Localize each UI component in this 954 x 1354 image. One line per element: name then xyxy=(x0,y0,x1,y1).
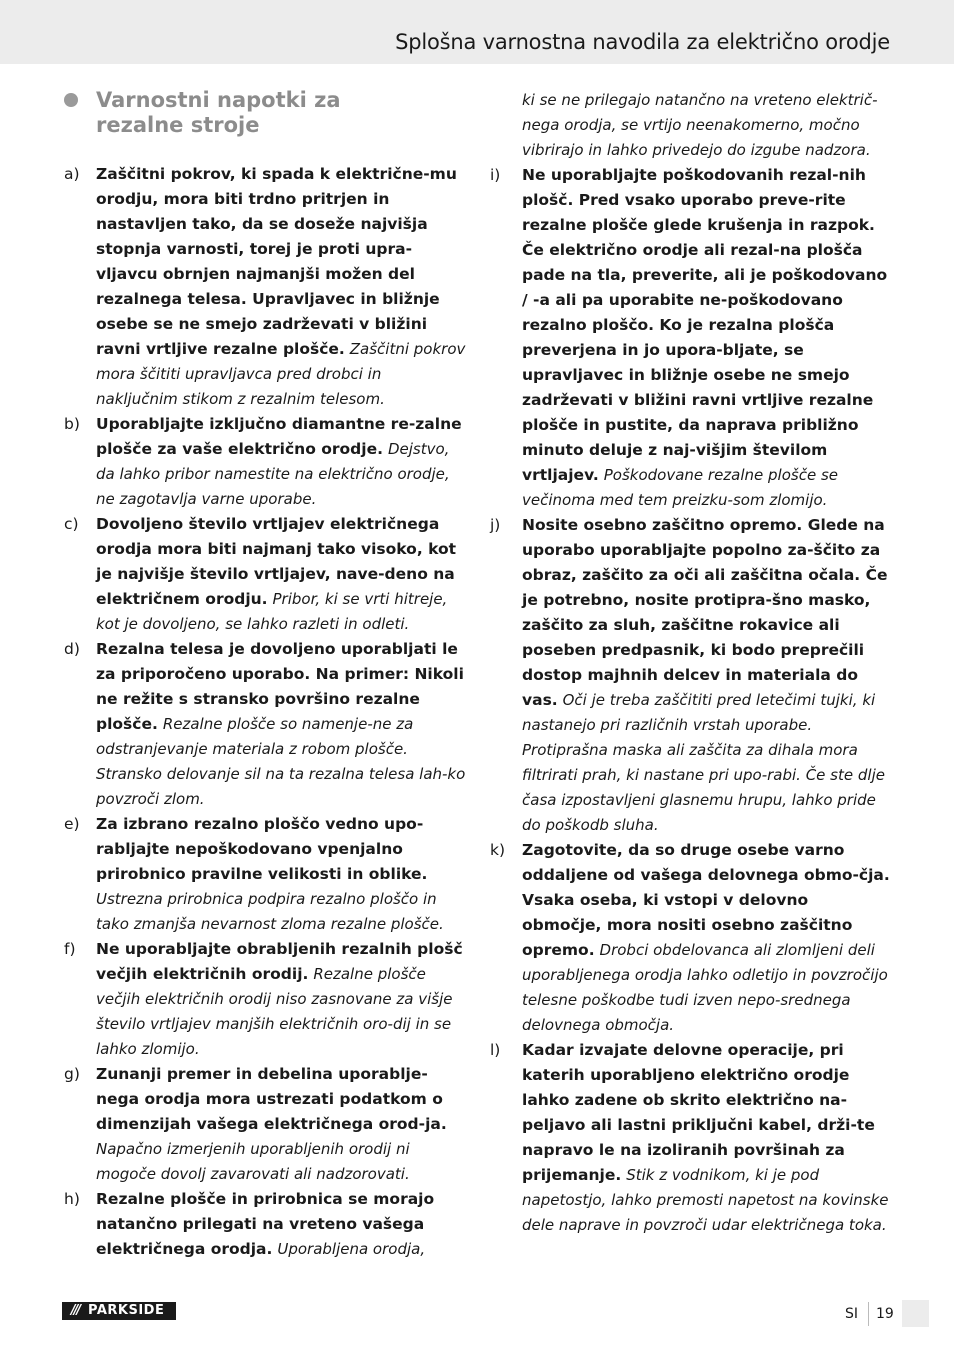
item-letter: h) xyxy=(64,1190,80,1208)
instruction-item-k xyxy=(488,838,892,1038)
item-bold-text: Zunanji premer in debelina uporablje-nega orodja mora ustrezati podatkom o dimenzijah vašega električnega orod-ja. xyxy=(96,1065,447,1133)
item-italic-text: Poškodovane rezalne plošče se večinoma med tem preizku-som zlomijo. xyxy=(522,466,839,509)
instruction-item-h-continuation xyxy=(488,88,892,163)
instruction-item-c xyxy=(62,512,466,637)
item-bold-text: Zagotovite, da so druge osebe varno oddaljene od vašega delovnega obmo-čja. Vsaka oseba, ki vstopi v delovno območje, mora nositi osebno zaščitno opremo. xyxy=(522,841,890,959)
item-letter: d) xyxy=(64,640,80,658)
footer-tab-block xyxy=(902,1300,929,1327)
section-title-line-1: Varnostni napotki za xyxy=(96,88,341,112)
instruction-item-d xyxy=(62,637,466,812)
item-letter: k) xyxy=(490,841,506,859)
item-letter: e) xyxy=(64,815,80,833)
item-italic-text: Dejstvo, da lahko pribor namestite na električno orodje, ne zagotavlja varne uporabe. xyxy=(96,440,450,508)
section-title-line-2: rezalne stroje xyxy=(96,113,260,137)
header-band xyxy=(0,0,954,64)
instruction-item-f xyxy=(62,937,466,1062)
item-italic-continuation: ki se ne prilegajo natančno na vreteno električ-nega orodja, se vrtijo neenakomerno, močno vibrirajo in lahko privedejo do izgube nadzora. xyxy=(522,91,878,159)
item-bold-text: Dovoljeno število vrtljajev električnega orodja mora biti najmanj tako visoko, kot je najvišje število vrtljajev, nave-deno na električnem orodju. xyxy=(96,515,457,608)
item-letter: b) xyxy=(64,415,80,433)
section-heading xyxy=(62,88,466,138)
language-code: SI xyxy=(845,1306,859,1322)
item-letter: l) xyxy=(490,1041,501,1059)
page-number: 19 xyxy=(876,1306,894,1322)
item-bold-text: Za izbrano rezalno ploščo vedno upo-rabljajte nepoškodovano vpenjalno prirobnico pravilne velikosti in oblike. xyxy=(96,815,428,883)
parkside-logo xyxy=(62,1302,176,1320)
instruction-item-h xyxy=(62,1187,466,1262)
instruction-item-j xyxy=(488,513,892,838)
logo-stripes-icon: /// xyxy=(70,1303,80,1318)
item-letter: f) xyxy=(64,940,76,958)
instruction-item-g xyxy=(62,1062,466,1187)
instruction-item-i xyxy=(488,163,892,513)
item-letter: g) xyxy=(64,1065,80,1083)
item-letter: a) xyxy=(64,165,80,183)
instruction-item-b xyxy=(62,412,466,512)
item-letter: j) xyxy=(490,516,501,534)
item-italic-text: Napačno izmerjenih uporabljenih orodij ni mogoče dovolj zavarovati ali nadzorovati. xyxy=(96,1140,410,1183)
logo-text: PARKSIDE xyxy=(88,1303,165,1318)
instruction-item-e xyxy=(62,812,466,937)
item-bold-text: Rezalne plošče in prirobnica se morajo natančno prilegati na vreteno vašega električnega orodja. xyxy=(96,1190,435,1258)
item-italic-text: Ustrezna prirobnica podpira rezalno ploščo in tako zmanjša nevarnost zloma rezalne plošče. xyxy=(96,890,444,933)
item-bold-text: Uporabljajte izključno diamantne re-zalne plošče za vaše električno orodje. xyxy=(96,415,462,458)
item-italic-text: Rezalne plošče so namenje-ne za odstranjevanje materiala z robom plošče. Stransko delovanje sil na ta rezalna telesa lah-ko povzroči zlom. xyxy=(96,715,466,808)
instruction-item-a xyxy=(62,162,466,412)
item-bold-text: Kadar izvajate delovne operacije, pri katerih uporabljeno električno orodje lahko zadene ob skrito električno na-peljavo ali lastni priključni kabel, drži-te napravo le na izoliranih površinah za prijemanje. xyxy=(522,1041,875,1184)
item-bold-text: Nosite osebno zaščitno opremo. Glede na uporabo uporabljajte popolno za-ščito za obraz, zaščito za oči ali zaščitna očala. Če je potrebno, nosite protipra-šno masko, zaščito za sluh, zaščitne rokavice ali poseben predpasnik, ki bodo preprečili dostop majhnih delcev in materiala do vas. xyxy=(522,516,888,709)
item-italic-text: Drobci obdelovanca ali zlomljeni deli uporabljenega orodja lahko odletijo in povzročijo telesne poškodbe tudi izven nepo-srednega delovnega območja. xyxy=(522,941,888,1034)
item-italic-text: Pribor, ki se vrti hitreje, kot je dovoljeno, se lahko razleti in odleti. xyxy=(96,590,448,633)
item-italic-text: Stik z vodnikom, ki je pod napetostjo, lahko premosti napetost na kovinske dele naprave in povzroči udar električnega toka. xyxy=(522,1166,889,1234)
instruction-item-l xyxy=(488,1038,892,1238)
item-italic-text: Oči je treba zaščititi pred letečimi tujki, ki nastanejo pri različnih vrstah uporabe. Protiprašna maska ali zaščita za dihala mora filtrirati prah, ki nastane pri upo-rabi. Če ste dlje časa izpostavljeni glasnemu hrupu, lahko pride do poškodb sluha. xyxy=(522,691,885,834)
item-bold-text: Rezalna telesa je dovoljeno uporabljati le za priporočeno uporabo. Na primer: Nikoli ne režite s stransko površino rezalne plošče. xyxy=(96,640,464,733)
item-letter: i) xyxy=(490,166,501,184)
footer-divider xyxy=(868,1302,869,1326)
bullet-icon xyxy=(64,93,78,107)
item-bold-text: Zaščitni pokrov, ki spada k električne-mu orodju, mora biti trdno pritrjen in nastavljen tako, da se doseže najvišja stopnja varnosti, torej je proti upra-vljavcu obrnjen najmanjši možen del rezalnega telesa. Upravljavec in bližnje osebe se ne smejo zadrževati v bližini ravni vrtljive rezalne plošče. xyxy=(96,165,457,358)
left-column xyxy=(62,88,466,1262)
page-header-title: Splošna varnostna navodila za električno orodje xyxy=(395,30,890,54)
item-italic-text: Zaščitni pokrov mora ščititi upravljavca pred drobci in naključnim stikom z rezalnim telesom. xyxy=(96,340,466,408)
item-bold-text: Ne uporabljajte obrabljenih rezalnih plošč večjih električnih orodij. xyxy=(96,940,463,983)
item-italic-text: Rezalne plošče večjih električnih orodij niso zasnovane za višje število vrtljajev manjših električnih oro-dij in se lahko zlomijo. xyxy=(96,965,453,1058)
item-italic-text: Uporabljena orodja, xyxy=(277,1240,426,1258)
item-bold-text: Ne uporabljajte poškodovanih rezal-nih plošč. Pred vsako uporabo preve-rite rezalne plošče glede krušenja in razpok. Če električno orodje ali rezal-na plošča pade na tla, preverite, ali je poškodovano / -a ali pa uporabite ne-poškodovano rezalno ploščo. Ko je rezalna plošča preverjena in jo upora-bljate, se upravljavec in bližnje osebe ne smejo zadrževati v bližini ravni vrtljive rezalne plošče in pustite, da naprava približno minuto deluje z naj-višjim številom vrtljajev. xyxy=(522,166,888,484)
right-column xyxy=(488,88,892,1238)
item-letter: c) xyxy=(64,515,79,533)
